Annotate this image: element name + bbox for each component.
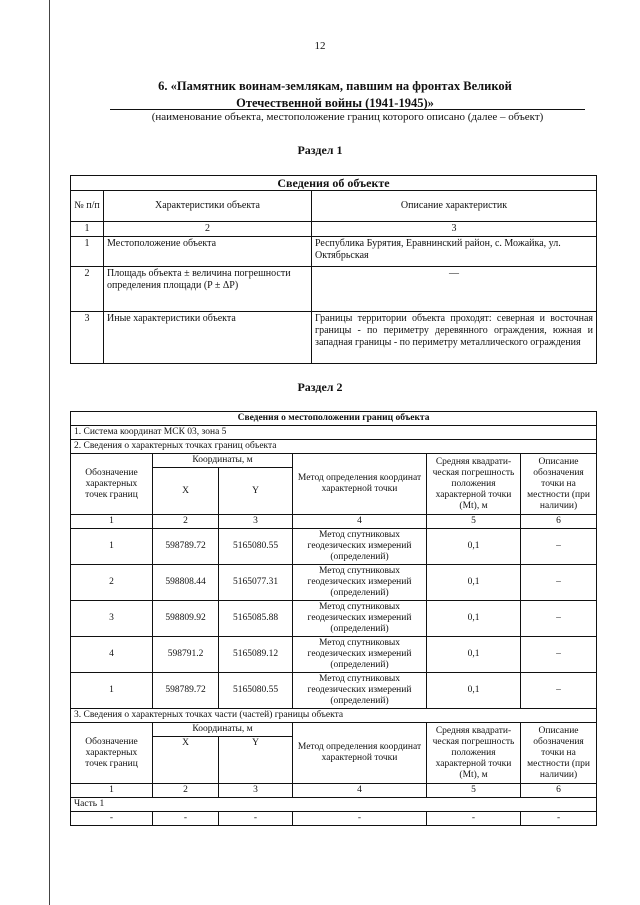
object-title-line-1: 6. «Памятник воинам-землякам, павшим на фронтах Великой xyxy=(158,79,512,93)
row-characteristic: Местоположение объекта xyxy=(104,237,312,267)
boundary-table xyxy=(70,411,597,826)
col-header-accuracy: Средняя квадрати-ческая погрешность положения характерной точки (Mt), м xyxy=(427,723,521,784)
table-row xyxy=(71,267,597,312)
col-header-point-description: Описание обозначения точки на местности (при наличии) xyxy=(521,454,597,515)
row-characteristic: Иные характеристики объекта xyxy=(104,312,312,364)
point-id: 3 xyxy=(71,601,153,637)
row-description: — xyxy=(312,267,597,312)
col-number-3: 3 xyxy=(312,222,597,237)
col-header-point: Обозначение характерных точек границ xyxy=(71,723,153,784)
section-1-heading: Раздел 1 xyxy=(297,143,343,157)
table-row xyxy=(71,812,597,826)
row-no: 1 xyxy=(71,237,104,267)
point-method: Метод спутниковых геодезических измерений (определений) xyxy=(293,601,427,637)
table-row xyxy=(71,529,597,565)
point-description: – xyxy=(521,601,597,637)
part-point-accuracy: - xyxy=(427,812,521,826)
object-title-line-2: Отечественной войны (1941-1945)» xyxy=(236,96,434,110)
col-number-3: 3 xyxy=(219,515,293,529)
point-method: Метод спутниковых геодезических измерений (определений) xyxy=(293,673,427,709)
row-no: 2 xyxy=(71,267,104,312)
point-description: – xyxy=(521,529,597,565)
col-number-4: 4 xyxy=(293,784,427,798)
col-header-y: Y xyxy=(219,468,293,515)
col-header-y: Y xyxy=(219,737,293,784)
page-number: 12 xyxy=(314,40,326,52)
part-point-id: - xyxy=(71,812,153,826)
col-header-no: № п/п xyxy=(71,191,104,222)
point-x: 598789.72 xyxy=(153,529,219,565)
point-y: 5165089.12 xyxy=(219,637,293,673)
point-id: 2 xyxy=(71,565,153,601)
point-y: 5165080.55 xyxy=(219,529,293,565)
col-number-5: 5 xyxy=(427,515,521,529)
point-accuracy: 0,1 xyxy=(427,673,521,709)
object-subtitle: (наименование объекта, местоположение границ которого описано (далее – объект) xyxy=(110,109,585,123)
point-description: – xyxy=(521,673,597,709)
scan-edge-line xyxy=(49,0,50,905)
point-accuracy: 0,1 xyxy=(427,529,521,565)
part-point-method: - xyxy=(293,812,427,826)
col-header-point: Обозначение характерных точек границ xyxy=(71,454,153,515)
col-header-method: Метод определения координат характерной точки xyxy=(293,723,427,784)
table-row xyxy=(71,601,597,637)
points-subheading: 2. Сведения о характерных точках границ объекта xyxy=(71,440,597,454)
point-x: 598809.92 xyxy=(153,601,219,637)
point-method: Метод спутниковых геодезических измерений (определений) xyxy=(293,637,427,673)
col-number-2: 2 xyxy=(153,784,219,798)
row-description: Республика Бурятия, Еравнинский район, с. Можайка, ул. Октябрьская xyxy=(312,237,597,267)
part-point-description: - xyxy=(521,812,597,826)
point-description: – xyxy=(521,637,597,673)
col-number-2: 2 xyxy=(104,222,312,237)
point-id: 1 xyxy=(71,529,153,565)
table-row xyxy=(71,237,597,267)
col-header-method: Метод определения координат характерной точки xyxy=(293,454,427,515)
object-info-table xyxy=(70,175,597,364)
point-method: Метод спутниковых геодезических измерений (определений) xyxy=(293,529,427,565)
point-id: 4 xyxy=(71,637,153,673)
point-x: 598791.2 xyxy=(153,637,219,673)
point-description: – xyxy=(521,565,597,601)
table-row xyxy=(71,637,597,673)
col-number-5: 5 xyxy=(427,784,521,798)
part-label: Часть 1 xyxy=(71,798,597,812)
col-header-accuracy: Средняя квадрати-ческая погрешность положения характерной точки (Mt), м xyxy=(427,454,521,515)
row-characteristic: Площадь объекта ± величина погрешности определения площади (P ± ΔP) xyxy=(104,267,312,312)
point-accuracy: 0,1 xyxy=(427,565,521,601)
object-info-table-title: Сведения об объекте xyxy=(71,176,597,191)
point-x: 598789.72 xyxy=(153,673,219,709)
col-number-1: 1 xyxy=(71,222,104,237)
col-number-6: 6 xyxy=(521,515,597,529)
col-header-x: X xyxy=(153,737,219,784)
row-description: Границы территории объекта проходят: северная и восточная границы - по периметру деревянного ограждения, южная и западная границы - по периметру металлического ограждения xyxy=(312,312,597,364)
part-point-y: - xyxy=(219,812,293,826)
col-header-characteristic: Характеристики объекта xyxy=(104,191,312,222)
col-header-description: Описание характеристик xyxy=(312,191,597,222)
col-header-coordinates: Координаты, м xyxy=(153,723,293,737)
point-y: 5165077.31 xyxy=(219,565,293,601)
col-header-coordinates: Координаты, м xyxy=(153,454,293,468)
col-number-1: 1 xyxy=(71,784,153,798)
col-number-6: 6 xyxy=(521,784,597,798)
table-row xyxy=(71,673,597,709)
col-number-1: 1 xyxy=(71,515,153,529)
coordinate-system: 1. Система координат МСК 03, зона 5 xyxy=(71,426,597,440)
point-y: 5165085.88 xyxy=(219,601,293,637)
col-number-4: 4 xyxy=(293,515,427,529)
col-header-x: X xyxy=(153,468,219,515)
point-method: Метод спутниковых геодезических измерений (определений) xyxy=(293,565,427,601)
point-accuracy: 0,1 xyxy=(427,601,521,637)
point-x: 598808.44 xyxy=(153,565,219,601)
point-y: 5165080.55 xyxy=(219,673,293,709)
table-row xyxy=(71,312,597,364)
table-row xyxy=(71,565,597,601)
row-no: 3 xyxy=(71,312,104,364)
object-title xyxy=(70,78,600,112)
section-2-heading: Раздел 2 xyxy=(297,380,343,394)
boundary-table-title: Сведения о местоположении границ объекта xyxy=(71,412,597,426)
point-id: 1 xyxy=(71,673,153,709)
parts-subheading: 3. Сведения о характерных точках части (частей) границы объекта xyxy=(71,709,597,723)
part-point-x: - xyxy=(153,812,219,826)
point-accuracy: 0,1 xyxy=(427,637,521,673)
col-header-point-description: Описание обозначения точки на местности (при наличии) xyxy=(521,723,597,784)
col-number-2: 2 xyxy=(153,515,219,529)
col-number-3: 3 xyxy=(219,784,293,798)
